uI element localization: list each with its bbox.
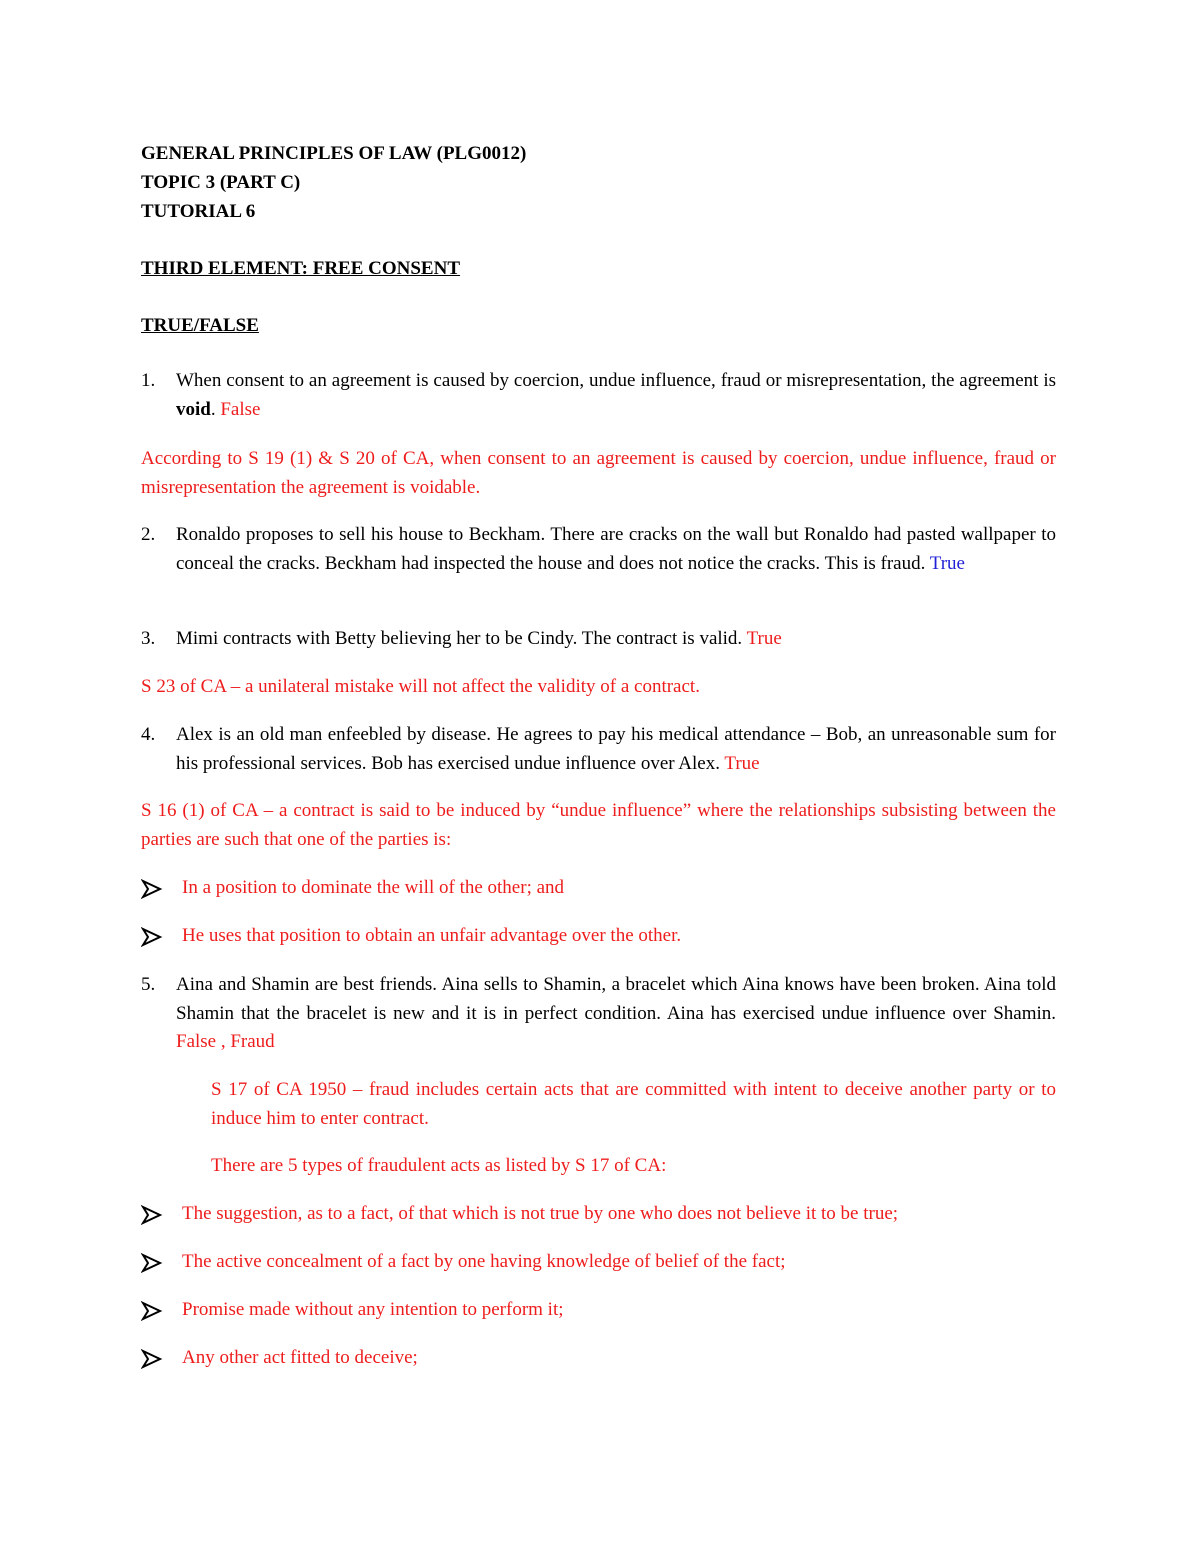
- question-5: [176, 971, 1056, 1057]
- question-3: [176, 625, 1056, 654]
- course-title: GENERAL PRINCIPLES OF LAW (PLG0012): [141, 143, 527, 164]
- arrowhead-bullet-icon: [141, 1204, 163, 1226]
- question-5-answer: False , Fraud: [176, 1031, 275, 1052]
- question-4-explanation: S 16 (1) of CA – a contract is said to be induced by “undue influence” where the relationships subsisting between the parties are such that one of the parties is:: [141, 800, 1056, 850]
- subsection-heading: TRUE/FALSE: [141, 315, 259, 336]
- question-1-explanation: According to S 19 (1) & S 20 of CA, when consent to an agreement is caused by coercion, undue influence, fraud or misrepresentation the agreement is voidable.: [141, 448, 1056, 498]
- arrowhead-bullet-icon: [141, 1252, 163, 1274]
- question-3-answer: True: [746, 628, 782, 649]
- question-3-explanation: S 23 of CA – a unilateral mistake will not affect the validity of a contract.: [141, 676, 700, 697]
- arrowhead-bullet-icon: [141, 878, 163, 900]
- question-1-text: When consent to an agreement is caused by coercion, undue influence, fraud or misrepresentation, the agreement is: [176, 370, 1056, 391]
- question-5-bullet-1: The suggestion, as to a fact, of that which is not true by one who does not believe it to be true;: [182, 1203, 899, 1224]
- question-3-number: 3.: [141, 628, 156, 649]
- question-5-bullet-4: Any other act fitted to deceive;: [182, 1347, 418, 1368]
- section-heading: THIRD ELEMENT: FREE CONSENT: [141, 258, 461, 279]
- question-5-bullet-2: The active concealment of a fact by one having knowledge of belief of the fact;: [182, 1251, 786, 1272]
- question-5-explanation-2: There are 5 types of fraudulent acts as listed by S 17 of CA:: [211, 1155, 667, 1176]
- question-1-bold: void: [176, 398, 211, 420]
- question-2-text: Ronaldo proposes to sell his house to Beckham. There are cracks on the wall but Ronaldo had pasted wallpaper to conceal the cracks. Beckham had inspected the house and does not notice the cracks. This is fraud.: [176, 524, 1056, 574]
- question-4-text: Alex is an old man enfeebled by disease. He agrees to pay his medical attendance – Bob, an unreasonable sum for his professional services. Bob has exercised undue influence over Alex.: [176, 724, 1056, 774]
- question-1-answer: False: [220, 398, 261, 420]
- question-5-text: Aina and Shamin are best friends. Aina sells to Shamin, a bracelet which Aina knows have been broken. Aina told Shamin that the bracelet is new and it is in perfect condition. Aina has exercised undue influence over Shamin.: [176, 974, 1056, 1024]
- question-4-number: 4.: [141, 724, 156, 745]
- tutorial-title: TUTORIAL 6: [141, 201, 256, 222]
- question-2-number: 2.: [141, 524, 156, 545]
- topic-title: TOPIC 3 (PART C): [141, 172, 301, 193]
- question-4-bullet-1: In a position to dominate the will of the other; and: [182, 877, 565, 898]
- question-4-answer: True: [724, 752, 760, 774]
- question-4: [176, 721, 1056, 778]
- arrowhead-bullet-icon: [141, 1348, 163, 1370]
- question-1-text-tail: .: [210, 398, 221, 420]
- question-5-explanation-1: S 17 of CA 1950 – fraud includes certain acts that are committed with intent to deceive another party or to induce him to enter contract.: [211, 1079, 1056, 1129]
- arrowhead-bullet-icon: [141, 926, 163, 948]
- question-5-number: 5.: [141, 974, 156, 995]
- question-2-answer: True: [929, 552, 965, 574]
- question-1: [176, 367, 1056, 424]
- question-4-bullet-2: He uses that position to obtain an unfair advantage over the other.: [182, 925, 682, 946]
- arrowhead-bullet-icon: [141, 1300, 163, 1322]
- question-3-text: Mimi contracts with Betty believing her to be Cindy. The contract is valid.: [176, 628, 747, 649]
- question-2: [176, 521, 1056, 578]
- question-1-number: 1.: [141, 370, 156, 391]
- question-5-bullet-3: Promise made without any intention to perform it;: [182, 1299, 564, 1320]
